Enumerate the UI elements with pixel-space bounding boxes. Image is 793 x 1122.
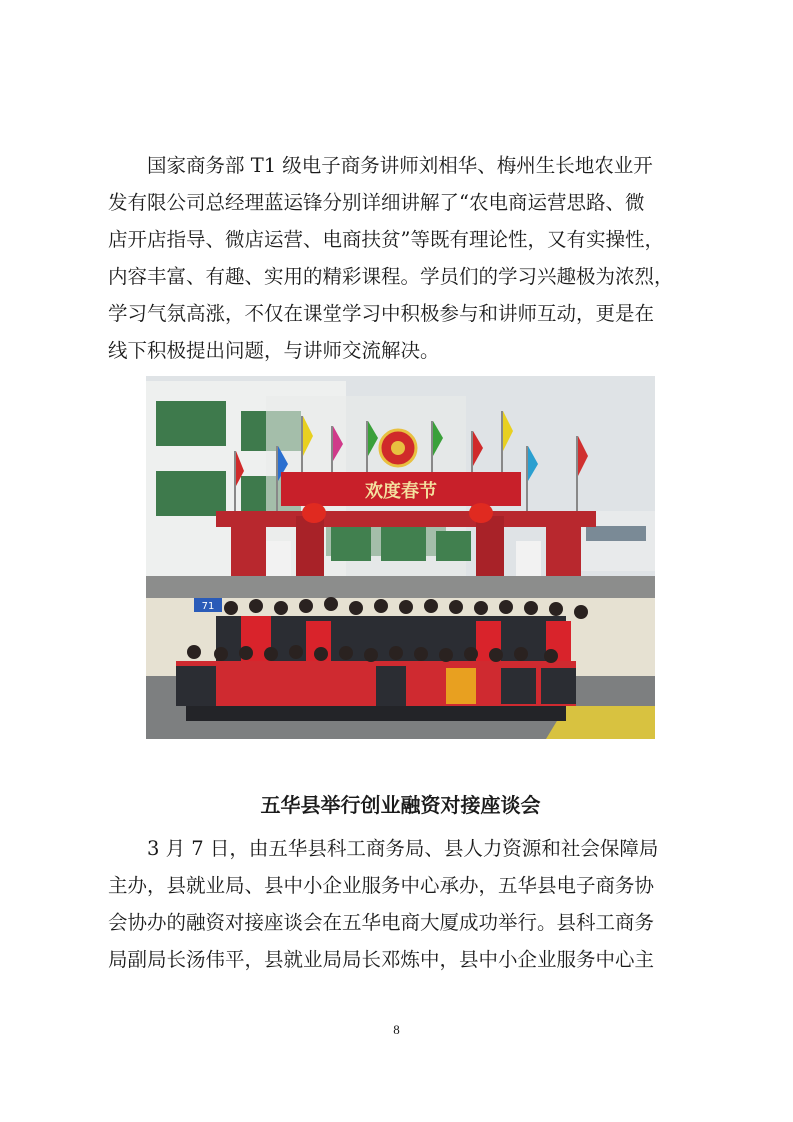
body-paragraph-1 — [108, 147, 693, 369]
paragraph-line: 店开店指导、微店运营、电商扶贫”等既有理论性，又有实操性， — [108, 228, 664, 251]
page-number: 8 — [393, 1022, 400, 1037]
paragraph-line: 3 月 7 日，由五华县科工商务局、县人力资源和社会保障局 — [147, 837, 659, 860]
paragraph-line: 学习气氛高涨，不仅在课堂学习中积极参与和讲师互动，更是在 — [108, 302, 655, 325]
sign-number: 71 — [201, 601, 215, 612]
paragraph-line: 局副局长汤伟平，县就业局局长邓炼中，县中小企业服务中心主 — [108, 948, 655, 971]
paragraph-line: 国家商务部 T1 级电子商务讲师刘相华、梅州生长地农业开 — [147, 154, 653, 177]
paragraph-line: 发有限公司总经理蓝运锋分别详细讲解了“农电商运营思路、微 — [108, 191, 645, 214]
banner-text: 欢度春节 — [365, 481, 437, 502]
body-paragraph-2 — [108, 830, 693, 978]
section-heading: 五华县举行创业融资对接座谈会 — [260, 793, 541, 817]
paragraph-line: 会协办的融资对接座谈会在五华电商大厦成功举行。县科工商务 — [108, 911, 655, 934]
paragraph-line: 内容丰富、有趣、实用的精彩课程。学员们的学习兴趣极为浓烈， — [108, 265, 674, 288]
paragraph-line: 主办，县就业局、县中小企业服务中心承办，五华县电子商务协 — [108, 874, 655, 897]
group-photo — [146, 376, 655, 739]
paragraph-line: 线下积极提出问题，与讲师交流解决。 — [108, 339, 440, 362]
